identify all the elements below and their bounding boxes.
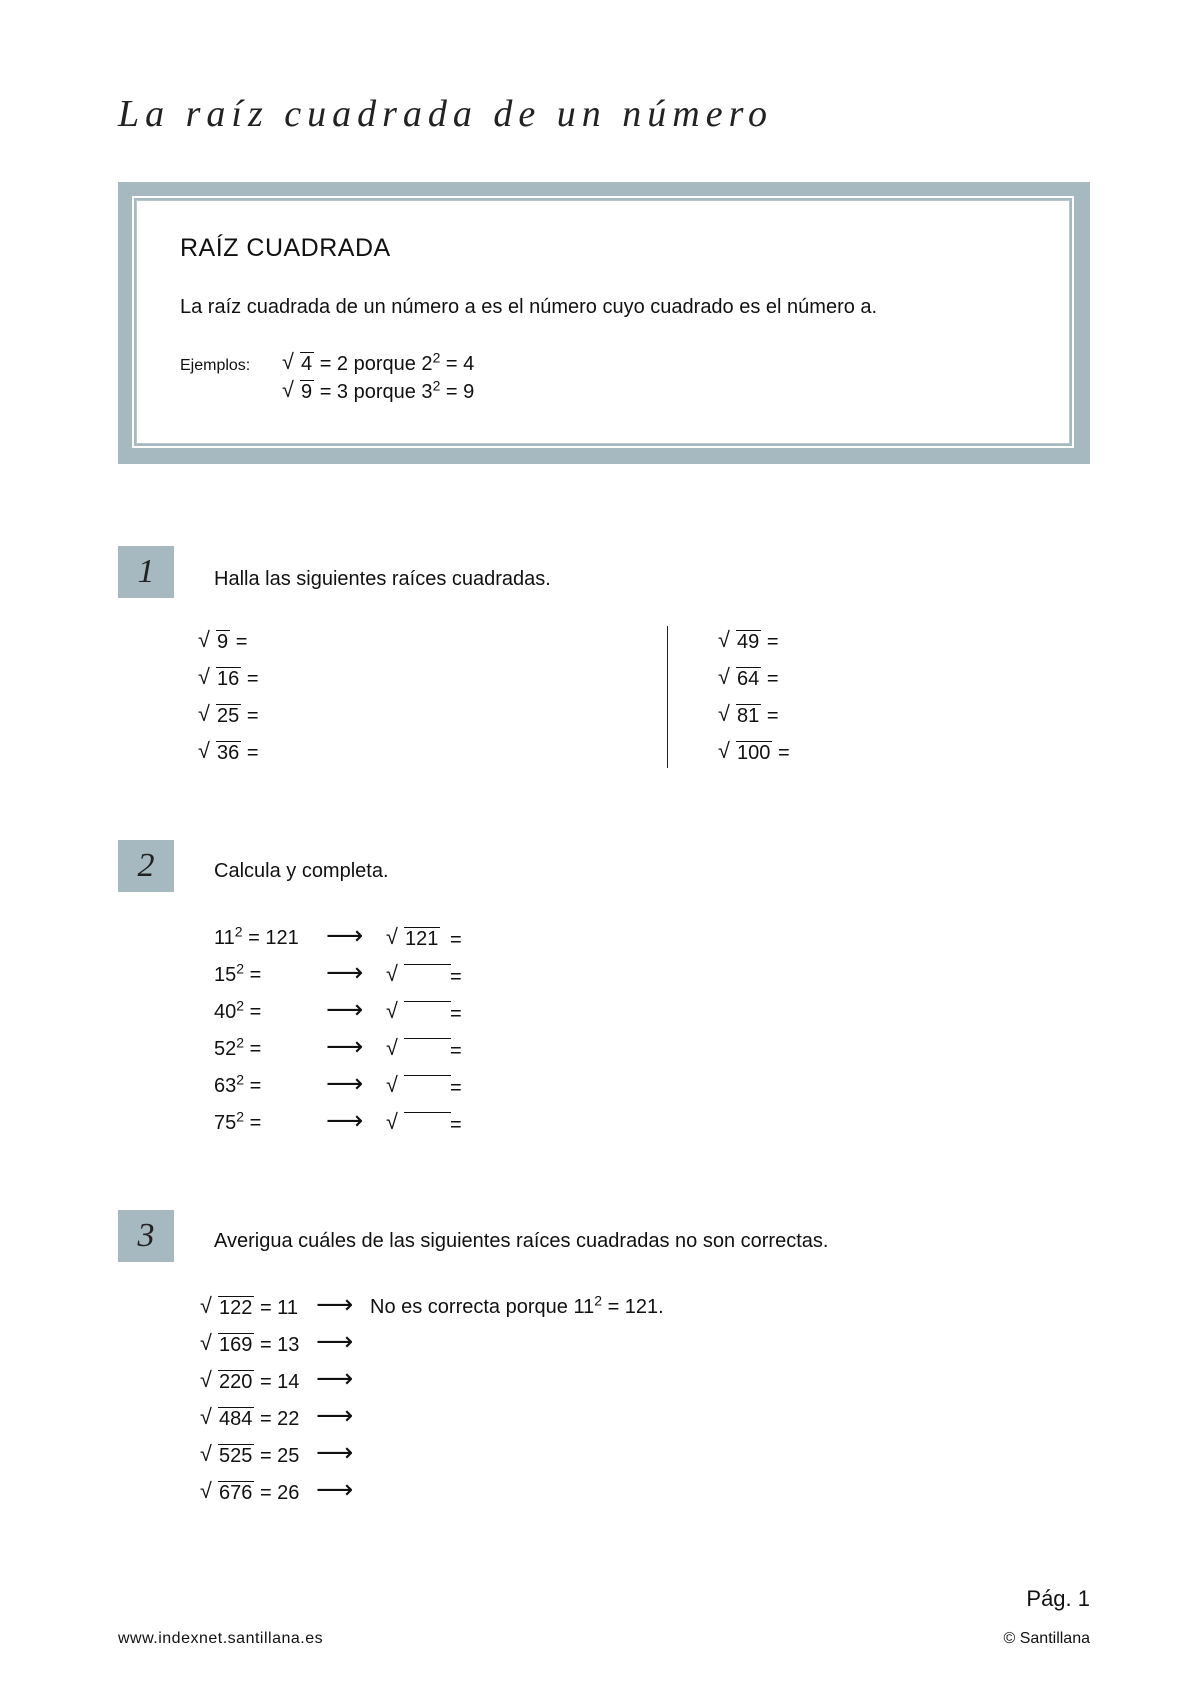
arrow-icon: ⟶ bbox=[316, 1327, 354, 1357]
root-item: √ 25 = bbox=[198, 704, 259, 728]
root-item: √ 64 = bbox=[718, 667, 779, 691]
root-check-row: √ 676 = 26 bbox=[200, 1481, 299, 1505]
arrow-icon: ⟶ bbox=[326, 921, 364, 951]
exercise-number-badge: 1 bbox=[118, 546, 174, 598]
exercise-number-badge: 3 bbox=[118, 1210, 174, 1262]
footer-copyright: © Santillana bbox=[1003, 1630, 1090, 1647]
root-answer bbox=[386, 1001, 451, 1024]
arrow-icon: ⟶ bbox=[326, 1106, 364, 1136]
root-answer: √ 121 bbox=[386, 927, 440, 951]
power-row: $15^2$ = bbox=[214, 960, 262, 986]
exercise-number-badge: 2 bbox=[118, 840, 174, 892]
root-item: √ 81 = bbox=[718, 704, 779, 728]
example-line: √ 9 = 3 porque $3^2 = 9$ bbox=[282, 380, 474, 404]
root-check-row: √ 169 = 13 bbox=[200, 1333, 299, 1357]
arrow-icon: ⟶ bbox=[326, 1069, 364, 1099]
answer-equals: = bbox=[450, 1003, 462, 1025]
root-answer bbox=[386, 964, 451, 987]
answer-equals: = bbox=[450, 1077, 462, 1099]
arrow-icon: ⟶ bbox=[316, 1401, 354, 1431]
page-number: Pág. 1 bbox=[1026, 1586, 1090, 1611]
arrow-icon: ⟶ bbox=[316, 1364, 354, 1394]
power-row: $40^2$ = bbox=[214, 997, 262, 1023]
sqrt-symbol: √ 9 bbox=[282, 380, 314, 404]
root-answer bbox=[386, 1112, 451, 1135]
arrow-icon: ⟶ bbox=[316, 1475, 354, 1505]
root-answer bbox=[386, 1038, 451, 1061]
root-item: √ 16 = bbox=[198, 667, 259, 691]
correction-note: No es correcta porque $11^2 = 121$. bbox=[370, 1292, 664, 1318]
answer-equals: = bbox=[450, 1040, 462, 1062]
root-check-row: √ 122 = 11 bbox=[200, 1296, 298, 1320]
definition-heading: RAÍZ CUADRADA bbox=[180, 234, 391, 262]
footer-url: www.indexnet.santillana.es bbox=[118, 1630, 324, 1647]
column-divider bbox=[667, 626, 668, 768]
root-answer bbox=[386, 1075, 451, 1098]
exercise-instruction: Calcula y completa. bbox=[214, 860, 389, 882]
root-item: √ 49 = bbox=[718, 630, 779, 654]
power-row: $52^2$ = bbox=[214, 1034, 262, 1060]
root-check-row: √ 484 = 22 bbox=[200, 1407, 299, 1431]
arrow-icon: ⟶ bbox=[316, 1438, 354, 1468]
root-check-row: √ 220 = 14 bbox=[200, 1370, 299, 1394]
answer-equals: = bbox=[450, 1114, 462, 1136]
root-item: √ 9 = bbox=[198, 630, 247, 654]
power-row: $75^2$ = bbox=[214, 1108, 262, 1134]
answer-equals: = bbox=[450, 929, 462, 951]
power-row: $63^2$ = bbox=[214, 1071, 262, 1097]
root-item: √ 100 = bbox=[718, 741, 790, 765]
arrow-icon: ⟶ bbox=[326, 958, 364, 988]
arrow-icon: ⟶ bbox=[326, 1032, 364, 1062]
example-line: √ 4 = 2 porque $2^2 = 4$ bbox=[282, 352, 474, 376]
definition-text: La raíz cuadrada de un número a es el número cuyo cuadrado es el número a. bbox=[180, 296, 878, 318]
arrow-icon: ⟶ bbox=[316, 1290, 354, 1320]
exercise-instruction: Halla las siguientes raíces cuadradas. bbox=[214, 568, 551, 590]
arrow-icon: ⟶ bbox=[326, 995, 364, 1025]
sqrt-symbol: √ 4 bbox=[282, 352, 314, 376]
examples-label: Ejemplos: bbox=[180, 357, 251, 374]
power-row: $11^2 = 121$ bbox=[214, 923, 299, 949]
exercise-instruction: Averigua cuáles de las siguientes raíces cuadradas no son correctas. bbox=[214, 1230, 829, 1252]
root-check-row: √ 525 = 25 bbox=[200, 1444, 299, 1468]
root-item: √ 36 = bbox=[198, 741, 259, 765]
page-title: La raíz cuadrada de un número bbox=[118, 93, 773, 135]
answer-equals: = bbox=[450, 966, 462, 988]
